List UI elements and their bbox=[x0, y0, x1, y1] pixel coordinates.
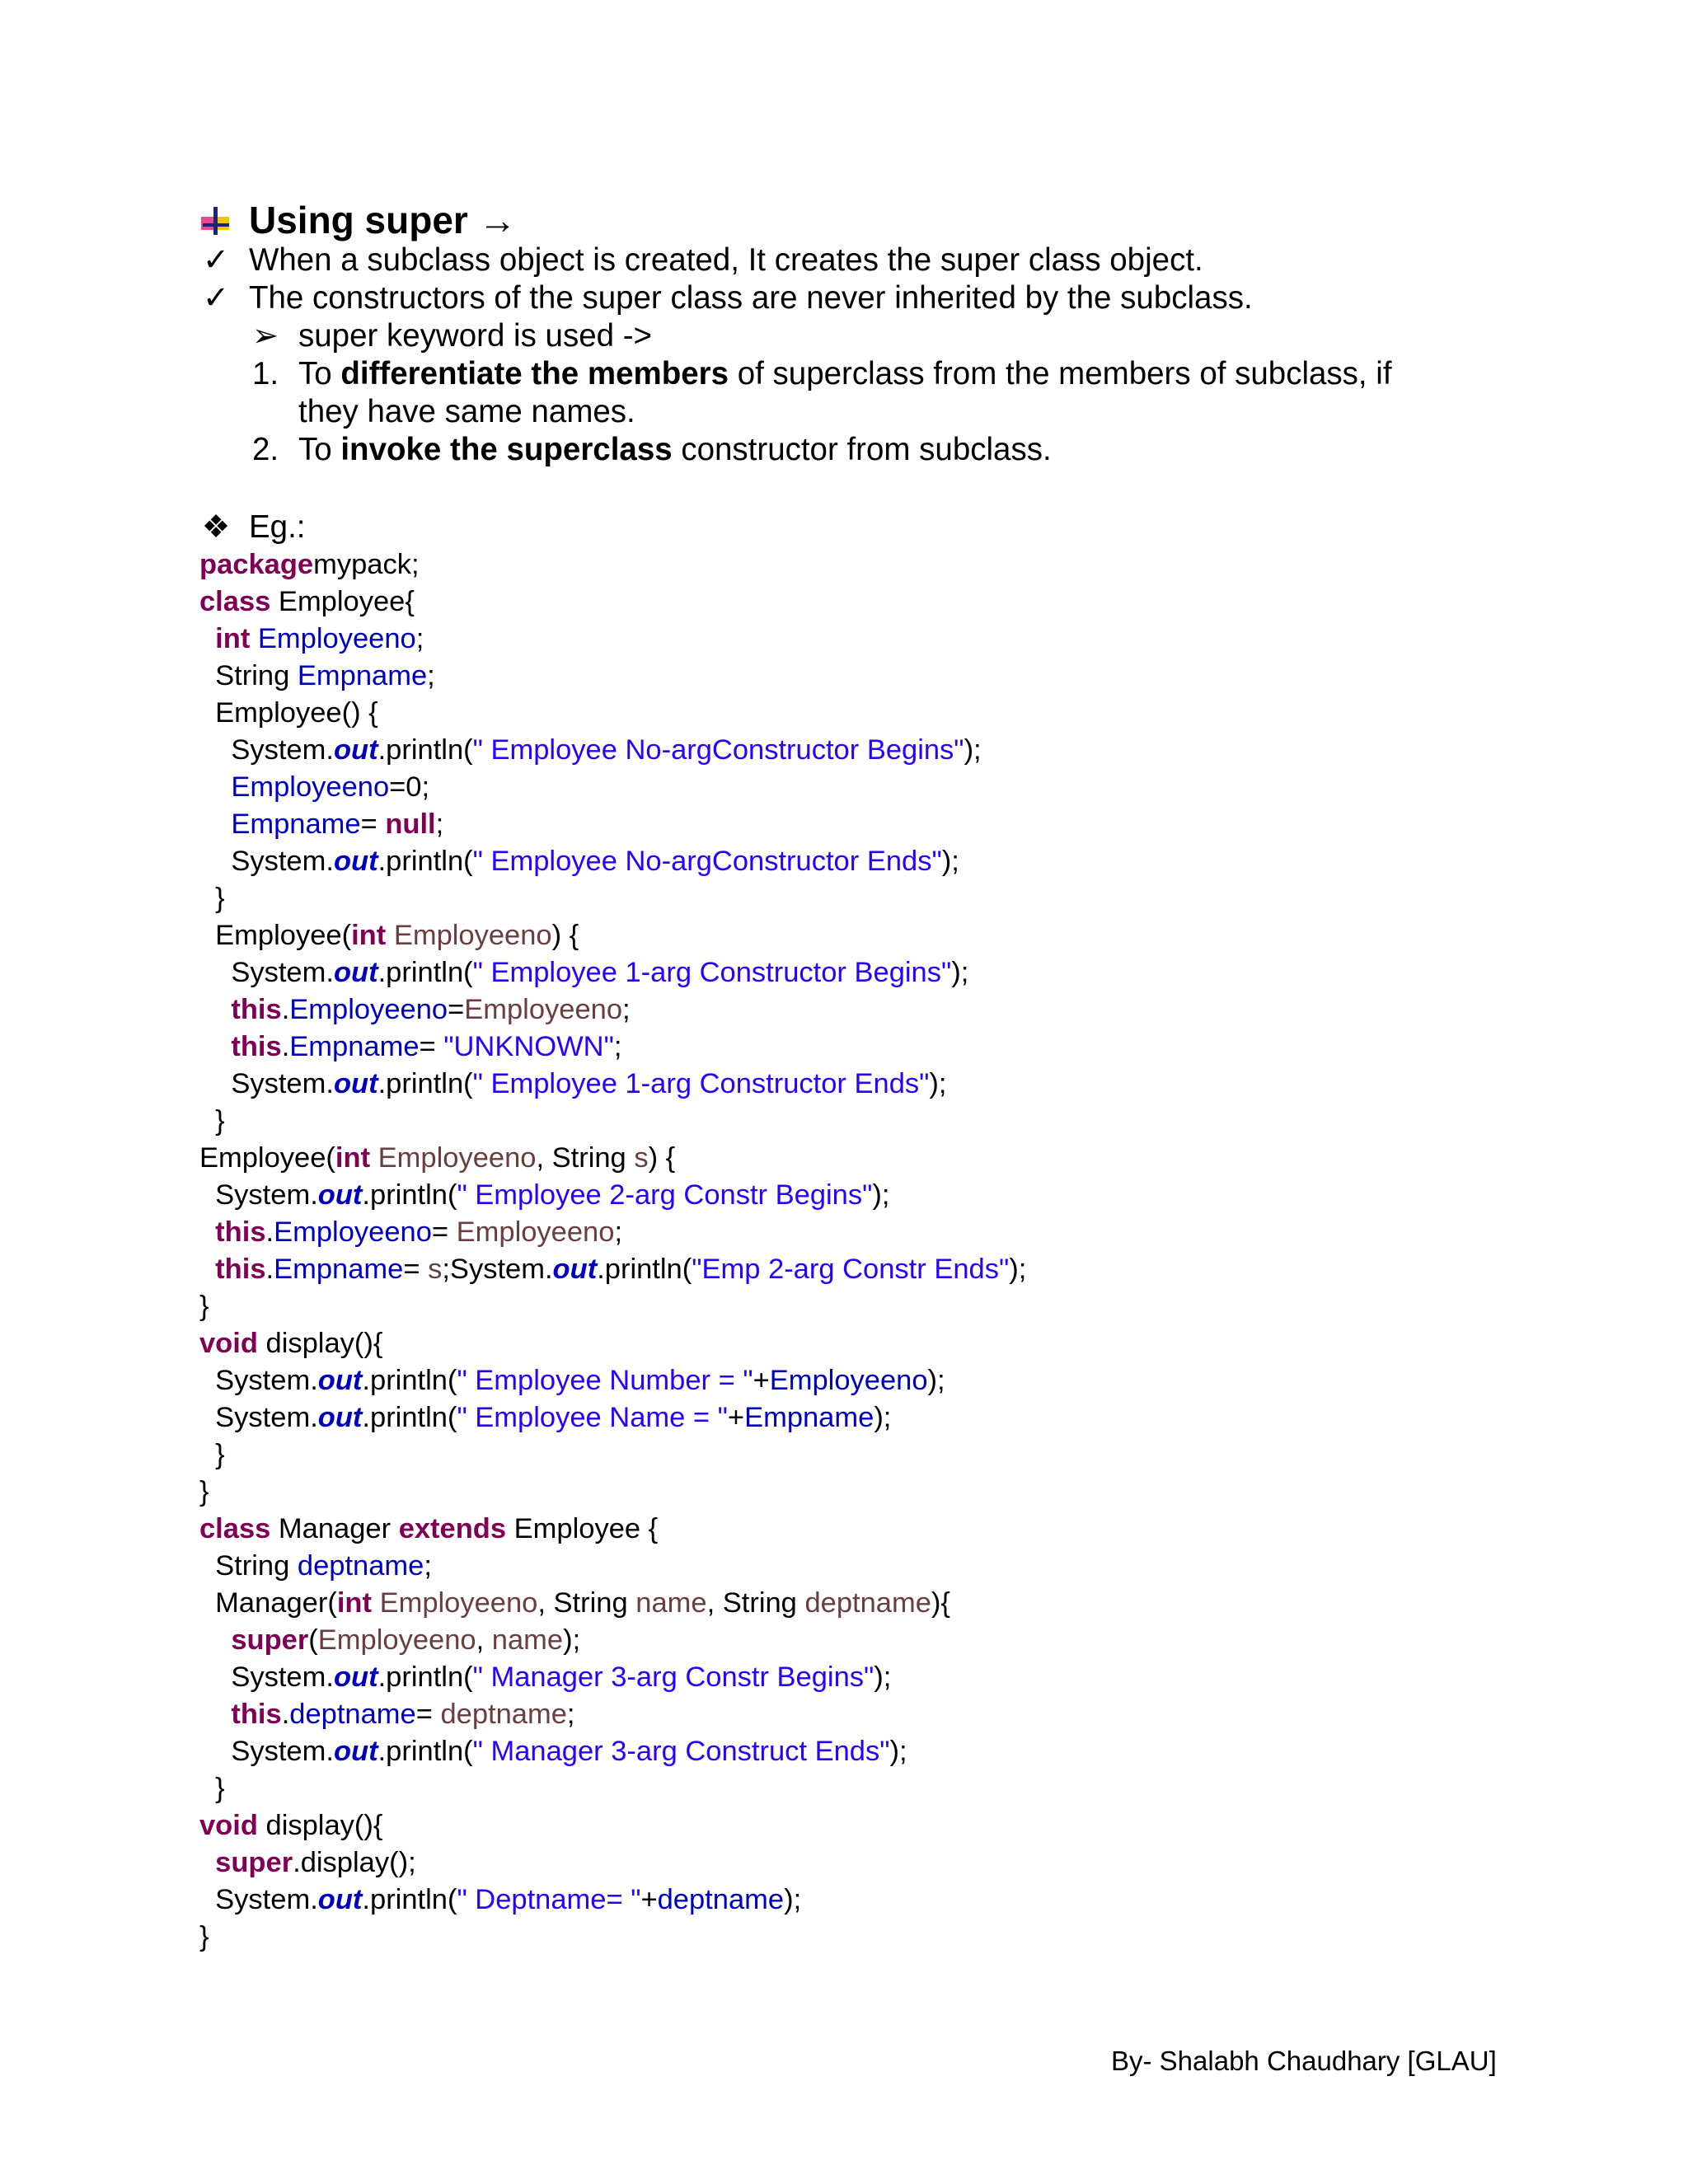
code-line: super(Employeeno, name); bbox=[231, 1624, 581, 1656]
code-line: int Employeeno; bbox=[215, 623, 424, 654]
code-line: class Manager extends Employee { bbox=[199, 1513, 659, 1544]
code-line: System.out.println(" Employee 2-arg Constr Begins"); bbox=[199, 1179, 890, 1211]
code-line: Manager(int Employeeno, String name, String deptname){ bbox=[199, 1587, 950, 1619]
code-line: } bbox=[199, 1439, 225, 1470]
code-line: this.Empname= s;System.out.println("Emp 2-arg Constr Ends"); bbox=[215, 1254, 1027, 1285]
code-line: } bbox=[199, 1476, 209, 1507]
code-line: System.out.println(" Employee Number = "+Employeeno); bbox=[199, 1365, 945, 1396]
code-line: Empname= null; bbox=[231, 808, 444, 840]
pin-icon bbox=[199, 203, 232, 236]
arrow-bullet-icon: ➢ bbox=[251, 318, 279, 354]
diamond-bullet-icon: ❖ bbox=[201, 509, 231, 545]
code-line: System.out.println(" Employee No-argConstructor Begins"); bbox=[199, 734, 982, 766]
code-line: System.out.println(" Employee 1-arg Constructor Begins"); bbox=[199, 957, 969, 988]
code-line: System.out.println(" Manager 3-arg Constr Begins"); bbox=[199, 1661, 892, 1693]
author-footer: By- Shalabh Chaudhary [GLAU] bbox=[1111, 2046, 1497, 2076]
code-line: String deptname; bbox=[199, 1550, 432, 1582]
code-line: this.Empname= "UNKNOWN"; bbox=[231, 1031, 622, 1062]
code-line: Employee() { bbox=[199, 697, 378, 729]
code-line: Employee(int Employeeno) { bbox=[199, 920, 579, 951]
code-line: this.deptname= deptname; bbox=[231, 1699, 575, 1730]
code-line: class Employee{ bbox=[199, 586, 415, 617]
code-line: System.out.println(" Employee No-argConstructor Ends"); bbox=[199, 846, 959, 877]
code-line: Employeeno=0; bbox=[231, 771, 430, 803]
code-line: this.Employeeno=Employeeno; bbox=[231, 994, 631, 1025]
code-line: } bbox=[199, 1773, 225, 1804]
code-line: } bbox=[199, 1105, 225, 1137]
code-line: System.out.println(" Deptname= "+deptname); bbox=[199, 1884, 802, 1915]
code-line: String Empname; bbox=[199, 660, 435, 691]
heading-text: Using super → bbox=[249, 199, 517, 241]
code-line: packagemypack; bbox=[199, 549, 420, 580]
check-icon: ✓ bbox=[202, 242, 230, 278]
code-line: } bbox=[199, 1921, 209, 1952]
code-line: } bbox=[199, 883, 225, 914]
code-line: System.out.println(" Manager 3-arg Construct Ends"); bbox=[199, 1736, 907, 1767]
code-line: void display(){ bbox=[199, 1810, 383, 1841]
code-line: Employee(int Employeeno, String s) { bbox=[199, 1142, 676, 1174]
code-line: System.out.println(" Employee 1-arg Constructor Ends"); bbox=[199, 1068, 947, 1099]
code-line: super.display(); bbox=[215, 1847, 416, 1878]
check-icon: ✓ bbox=[202, 280, 230, 316]
code-line: this.Employeeno= Employeeno; bbox=[215, 1216, 623, 1248]
code-line: System.out.println(" Employee Name = "+Empname); bbox=[199, 1402, 892, 1433]
code-line: void display(){ bbox=[199, 1328, 383, 1359]
code-line: } bbox=[199, 1291, 209, 1322]
code-listing bbox=[199, 546, 1026, 1956]
